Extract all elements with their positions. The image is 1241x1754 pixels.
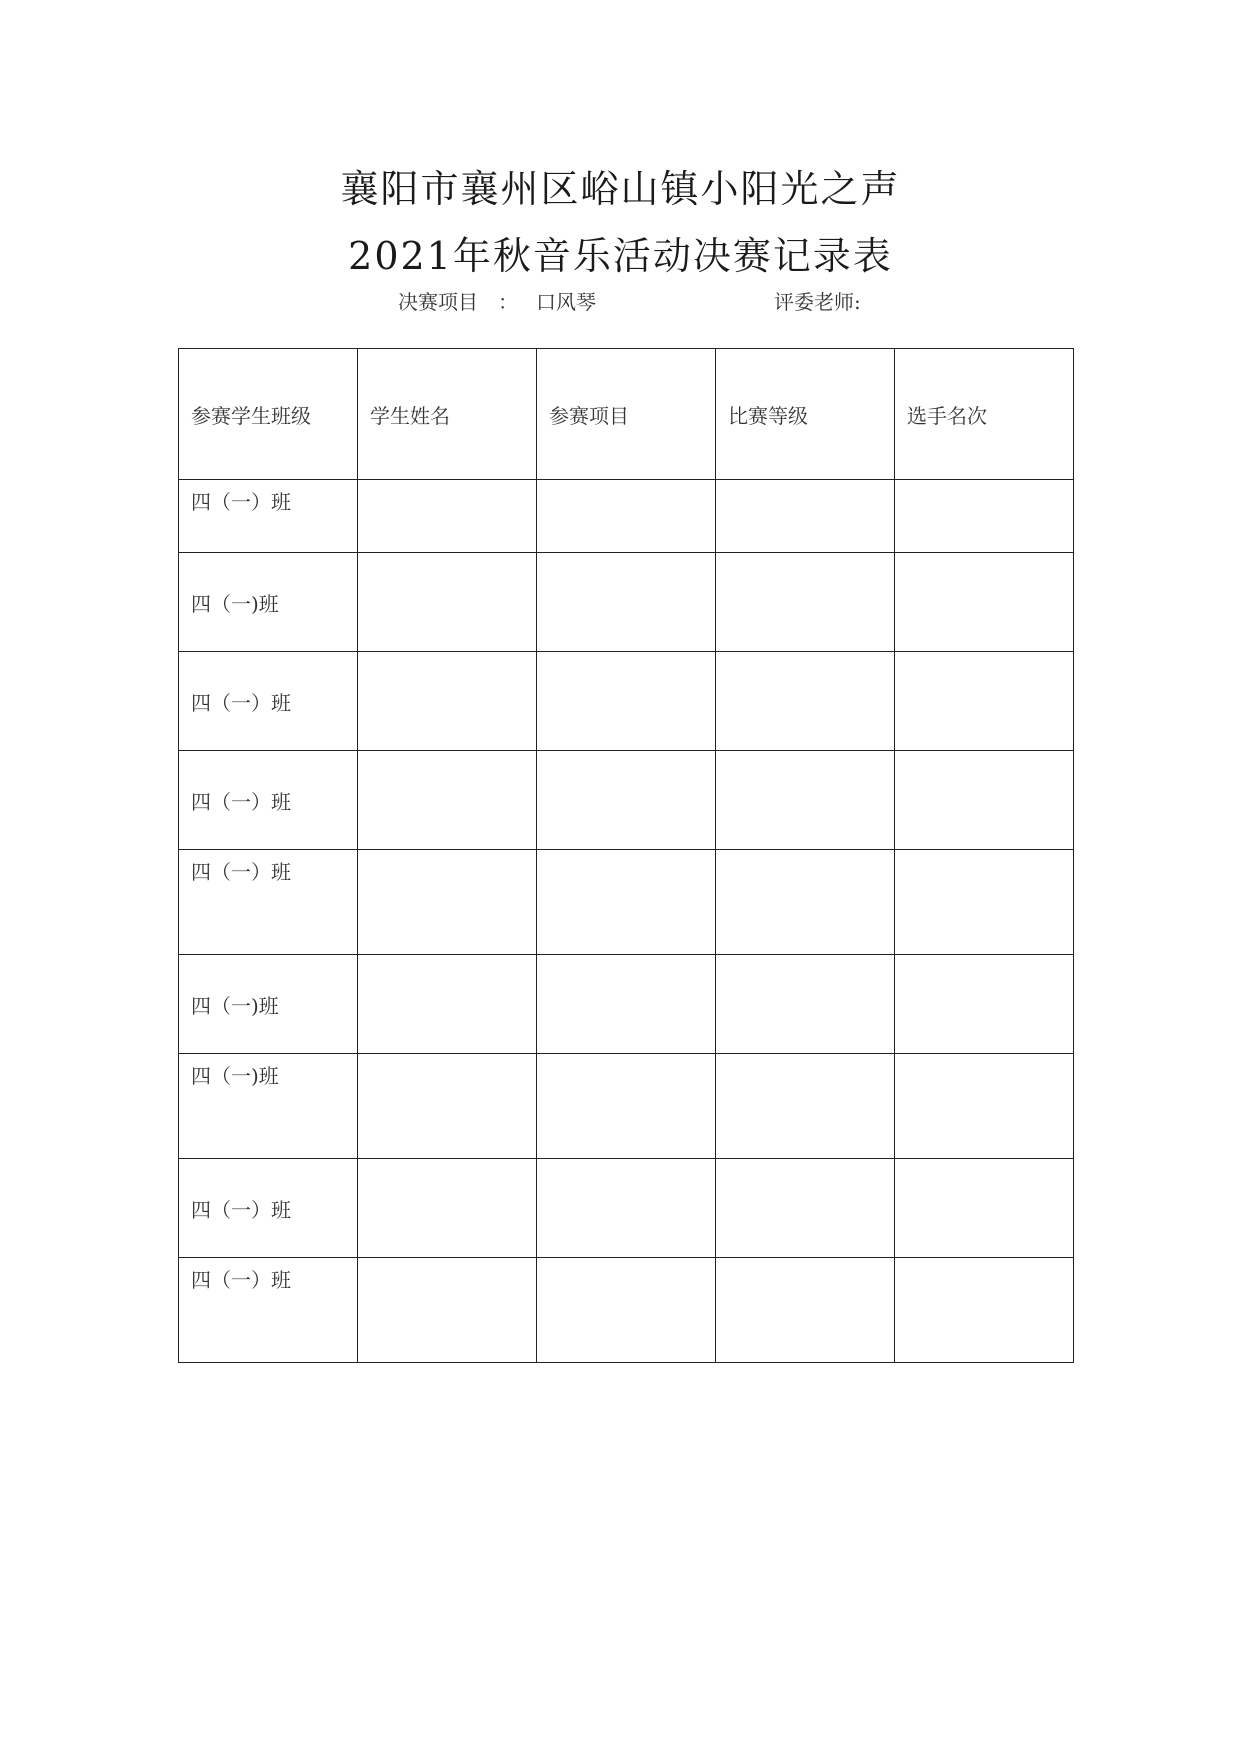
record-table	[178, 348, 1074, 1363]
level-cell[interactable]	[716, 1159, 895, 1258]
student-name-cell[interactable]	[358, 1159, 537, 1258]
level-cell[interactable]	[716, 1054, 895, 1159]
level-cell[interactable]	[716, 850, 895, 955]
header-rank: 选手名次	[895, 349, 1074, 480]
level-cell[interactable]	[716, 751, 895, 850]
judge-field	[774, 286, 861, 315]
table-row	[179, 652, 1074, 751]
rank-cell[interactable]	[895, 850, 1074, 955]
project-cell[interactable]	[537, 1159, 716, 1258]
level-cell[interactable]	[716, 652, 895, 751]
level-cell[interactable]	[716, 1258, 895, 1363]
class-cell: 四（一)班	[179, 955, 358, 1054]
student-name-cell[interactable]	[358, 751, 537, 850]
table-row	[179, 955, 1074, 1054]
judge-label: 评委老师:	[774, 290, 861, 314]
project-cell[interactable]	[537, 850, 716, 955]
student-name-cell[interactable]	[358, 553, 537, 652]
level-cell[interactable]	[716, 553, 895, 652]
class-cell: 四（一）班	[179, 480, 358, 553]
project-cell[interactable]	[537, 1054, 716, 1159]
student-name-cell[interactable]	[358, 850, 537, 955]
rank-cell[interactable]	[895, 955, 1074, 1054]
rank-cell[interactable]	[895, 652, 1074, 751]
table-row	[179, 553, 1074, 652]
class-cell: 四（一)班	[179, 553, 358, 652]
class-cell: 四（一）班	[179, 751, 358, 850]
table-row	[179, 751, 1074, 850]
project-cell[interactable]	[537, 1258, 716, 1363]
project-cell[interactable]	[537, 955, 716, 1054]
table-row	[179, 480, 1074, 553]
rank-cell[interactable]	[895, 553, 1074, 652]
project-cell[interactable]	[537, 751, 716, 850]
header-class: 参赛学生班级	[179, 349, 358, 480]
final-project-value: 口风琴	[536, 290, 596, 314]
final-project-colon: ：	[498, 290, 518, 314]
rank-cell[interactable]	[895, 751, 1074, 850]
class-cell: 四（一）班	[179, 652, 358, 751]
header-level: 比赛等级	[716, 349, 895, 480]
table-row	[179, 1054, 1074, 1159]
header-student-name: 学生姓名	[358, 349, 537, 480]
table-header-row	[179, 349, 1074, 480]
rank-cell[interactable]	[895, 1159, 1074, 1258]
final-project-field	[398, 286, 596, 315]
student-name-cell[interactable]	[358, 1258, 537, 1363]
student-name-cell[interactable]	[358, 652, 537, 751]
student-name-cell[interactable]	[358, 1054, 537, 1159]
project-cell[interactable]	[537, 480, 716, 553]
header-project: 参赛项目	[537, 349, 716, 480]
level-cell[interactable]	[716, 480, 895, 553]
table-row	[179, 1258, 1074, 1363]
project-cell[interactable]	[537, 652, 716, 751]
table-row	[179, 1159, 1074, 1258]
level-cell[interactable]	[716, 955, 895, 1054]
final-project-label: 决赛项目	[398, 290, 478, 314]
class-cell: 四（一）班	[179, 1159, 358, 1258]
page-title-line-2: 2021年秋音乐活动决赛记录表	[348, 234, 893, 278]
rank-cell[interactable]	[895, 480, 1074, 553]
table-row	[179, 850, 1074, 955]
project-cell[interactable]	[537, 553, 716, 652]
class-cell: 四（一)班	[179, 1054, 358, 1159]
page-title-line-1: 襄阳市襄州区峪山镇小阳光之声	[340, 167, 901, 211]
rank-cell[interactable]	[895, 1054, 1074, 1159]
student-name-cell[interactable]	[358, 480, 537, 553]
rank-cell[interactable]	[895, 1258, 1074, 1363]
class-cell: 四（一）班	[179, 1258, 358, 1363]
student-name-cell[interactable]	[358, 955, 537, 1054]
class-cell: 四（一）班	[179, 850, 358, 955]
